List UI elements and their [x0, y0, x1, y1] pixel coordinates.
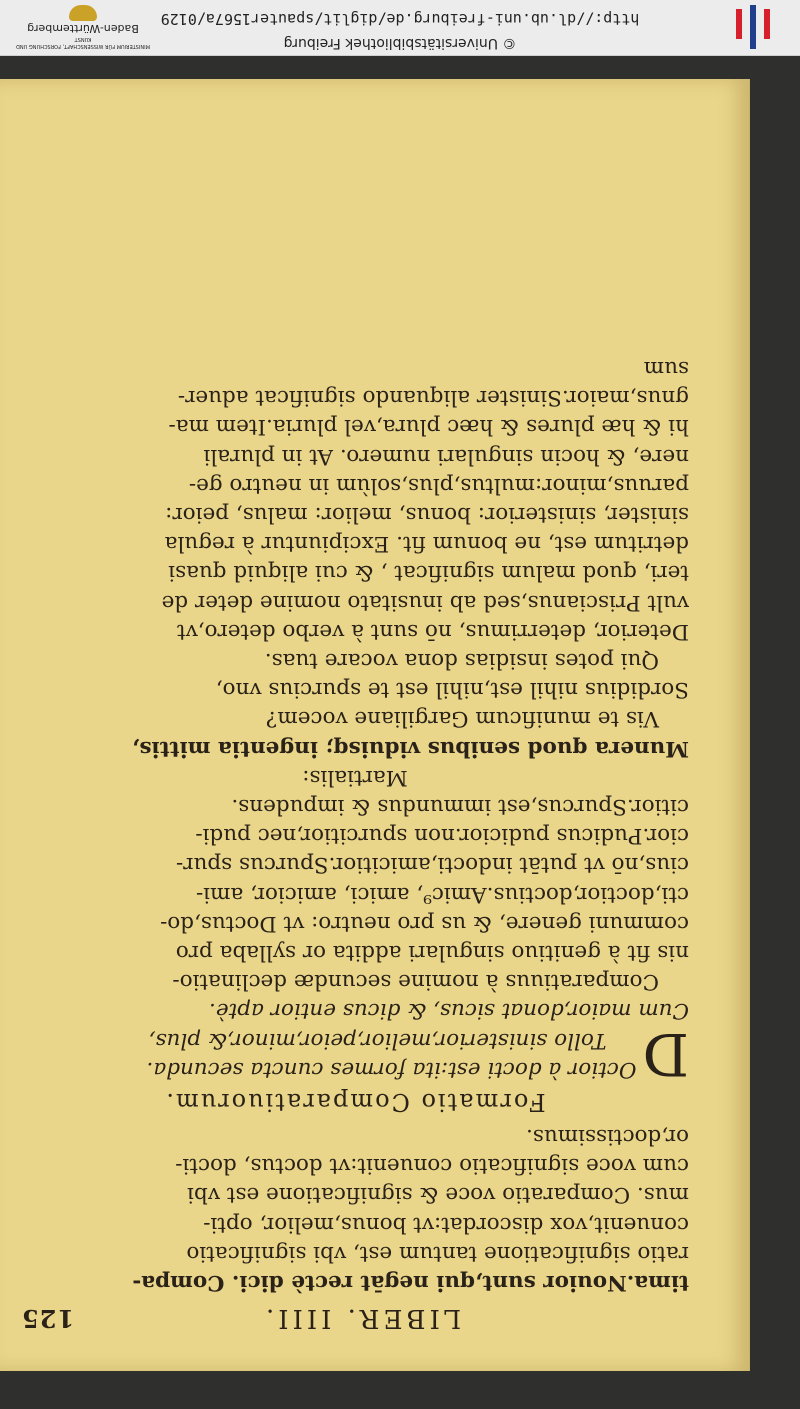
text-line: ratio significatione tantum est, vbi significatio [186, 1240, 689, 1266]
state-crest-icon [69, 5, 97, 21]
paragraph-1 [21, 1122, 689, 1297]
verse-line: Tollo sinisterior,melior,peior,minor,& plus, [148, 1027, 607, 1053]
text-line: Deterior, deterrimus, nō sunt à verbo detero,vt [176, 618, 689, 644]
verse-line: Octior à docti est:ita formes cuncta secunda. [146, 1056, 637, 1082]
text-line: cti,doctior,doctius.Amic⁹, amici, amicior, ami- [196, 881, 689, 907]
epigram-line: Vis te munificum Gargiliane vocem? [265, 706, 659, 732]
paragraph-2 [21, 792, 689, 996]
text-line: paruus,minor:multus,plus,solùm in neutro ge- [188, 472, 689, 498]
text-line: gnus,maior.Sinister aliquando significat aduer- [177, 385, 689, 411]
text-line: nis fit à genitiuo singulari addita or syllaba pro [175, 939, 689, 965]
ministry-logo [8, 0, 158, 49]
page-text [21, 354, 689, 1333]
state-name: Baden-Württemberg [27, 22, 139, 35]
drop-cap: D [642, 1019, 689, 1088]
text-line: communi genere, & us pro neutro: vt Doctus,do- [160, 910, 689, 936]
text-line: tima.Nouior sunt,qui negāt rectè dici. Compa- [132, 1270, 689, 1295]
text-line: vult Priscianus,sed ab inusitato nomine deter de [161, 589, 689, 615]
library-banner [0, 0, 800, 56]
verse-line: Cum maior,donat sicus, & dicus entior aptè. [209, 998, 689, 1024]
epigram-line: Sordidius nihil est,nihil est te spurcius vno, [215, 677, 689, 703]
text-line: cum voce significatio conuenit:vt doctus, docti- [175, 1153, 689, 1179]
section-title: Formatio Comparatiuorum. [164, 1087, 546, 1116]
running-head-title: LIBER. IIII. [262, 1303, 462, 1333]
epigram-line: Munera quod senibus viduisq; ingentia mittis, [131, 735, 689, 761]
text-line: citior.Spurcus,est immundus & impudens. [231, 793, 689, 819]
book-page [0, 79, 750, 1371]
epigram-line: Qui potes insidias dona vocare tuas. [264, 647, 659, 673]
page-number: 125 [21, 1304, 75, 1333]
text-line: sum [643, 355, 689, 381]
running-head [21, 1303, 689, 1333]
epigram [21, 646, 689, 763]
text-line: detritum est, ne bonum fit. Excipiuntur à regula [164, 531, 689, 557]
text-line: or,doctissimus. [525, 1123, 689, 1149]
permalink-url[interactable]: http://dl.ub.uni-freiburg.de/diglit/spauter1567a/0129 [160, 10, 640, 28]
text-line: hi & hæ plures & hæc plura,vel pluria.Item ma- [168, 414, 689, 440]
text-line: cius,nō vt putāt indocti,amicitior.Spurcus spur- [175, 852, 689, 878]
text-line: conuenit,vox discordat:vt bonus,melior, opti- [203, 1211, 689, 1237]
citation-martialis: Martialis: [302, 764, 408, 790]
text-line: teri, quod malum significat , & cui aliquid quasi [168, 560, 689, 586]
ministry-name: MINISTERIUM FÜR WISSENSCHAFT, FORSCHUNG UND KUNST [16, 36, 150, 49]
verse-block [21, 996, 689, 1088]
copyright-credit: © Universitätsbibliothek Freiburg [283, 35, 517, 51]
paragraph-3 [21, 354, 689, 646]
text-line: nere, & hocin singulari numero. At in plurali [203, 443, 689, 469]
text-line: sinister, sinisterior: bonus, melior: malus, peior: [165, 501, 689, 527]
text-line: cior.Pudicus pudicior.non spurcitior,nec pudi- [195, 823, 689, 849]
text-line: mus. Comparatio voce & significatione est vbi [187, 1182, 689, 1208]
text-line: Comparatiuus à nomine secundæ declinatio- [172, 969, 659, 995]
